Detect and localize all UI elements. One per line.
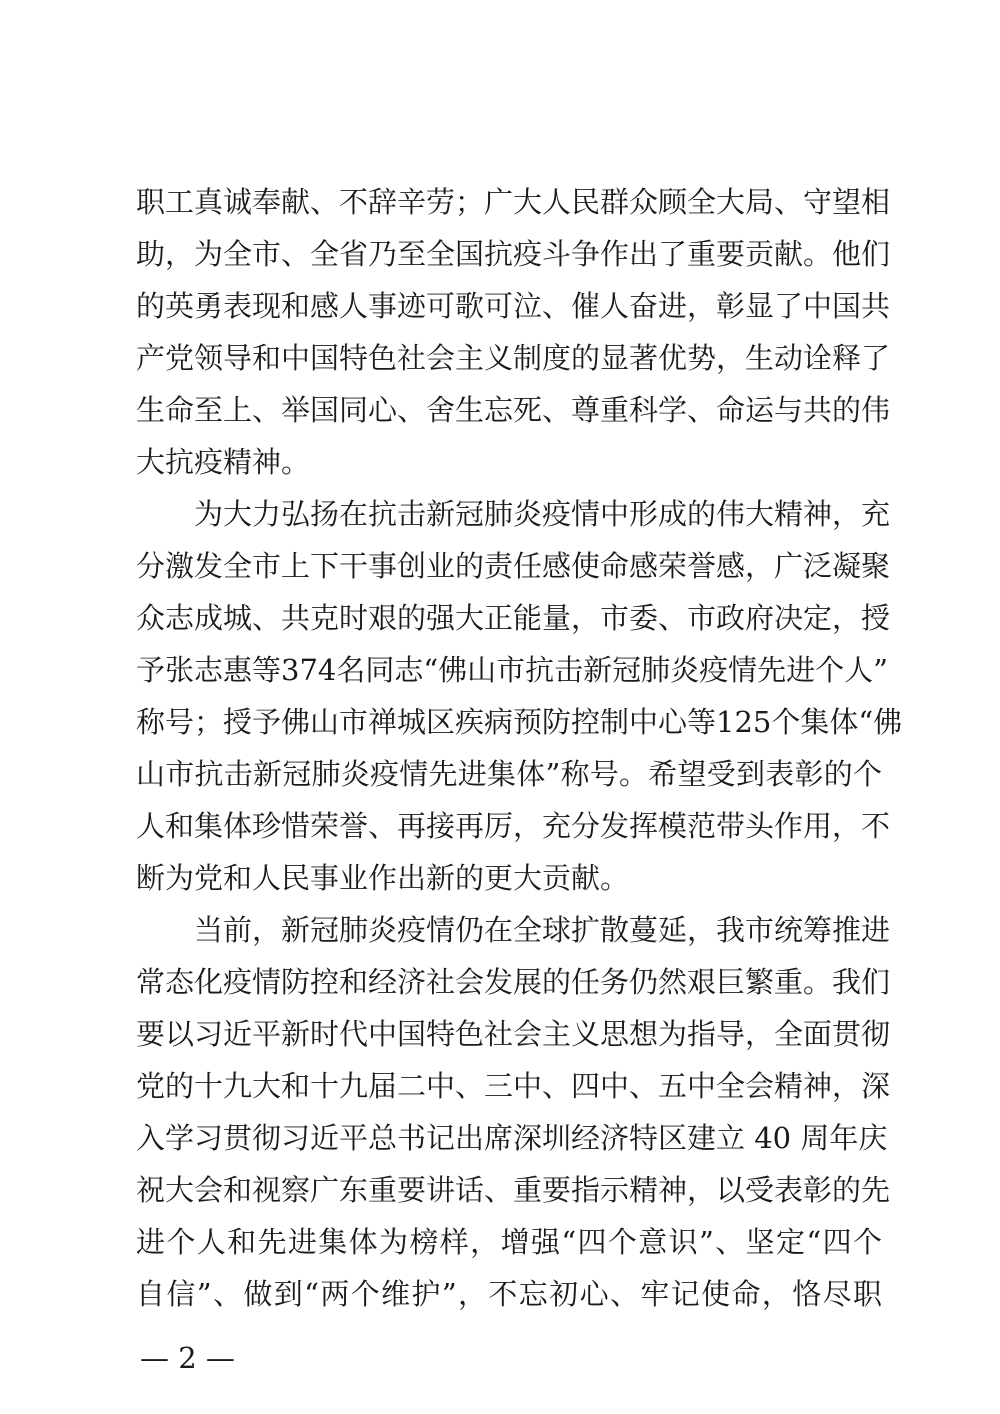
text-line: 分激发全市上下干事创业的责任感使命感荣誉感，广泛凝聚	[136, 549, 891, 583]
text-line: 自信”、做到“两个维护”，不忘初心、牢记使命，恪尽职	[136, 1277, 882, 1311]
text-line: 进个人和先进集体为榜样，增强“四个意识”、坚定“四个	[136, 1225, 882, 1259]
text-line: 党的十九大和十九届二中、三中、四中、五中全会精神，深	[136, 1069, 891, 1103]
text-line: 称号；授予佛山市禅城区疾病预防控制中心等125个集体“佛	[136, 705, 903, 739]
text-line: 常态化疫情防控和经济社会发展的任务仍然艰巨繁重。我们	[136, 965, 891, 999]
paragraph-first-line: 当前，新冠肺炎疫情仍在全球扩散蔓延，我市统筹推进	[194, 913, 891, 947]
page-number: — 2 —	[140, 1341, 235, 1375]
text-line: 予张志惠等374名同志“佛山市抗击新冠肺炎疫情先进个人”	[136, 653, 889, 687]
text-line: 人和集体珍惜荣誉、再接再厉，充分发挥模范带头作用，不	[136, 809, 891, 843]
text-line: 断为党和人民事业作出新的更大贡献。	[136, 861, 630, 895]
text-line: 生命至上、举国同心、舍生忘死、尊重科学、命运与共的伟	[136, 393, 891, 427]
text-line: 要以习近平新时代中国特色社会主义思想为指导，全面贯彻	[136, 1017, 891, 1051]
text-line: 大抗疫精神。	[136, 445, 311, 479]
text-line: 入学习贯彻习近平总书记出席深圳经济特区建立 40 周年庆	[136, 1121, 888, 1155]
text-line: 山市抗击新冠肺炎疫情先进集体”称号。希望受到表彰的个	[136, 757, 882, 791]
text-line: 祝大会和视察广东重要讲话、重要指示精神，以受表彰的先	[136, 1173, 891, 1207]
text-line: 助，为全市、全省乃至全国抗疫斗争作出了重要贡献。他们	[136, 237, 891, 271]
text-line: 的英勇表现和感人事迹可歌可泣、催人奋进，彰显了中国共	[136, 289, 891, 323]
text-line: 职工真诚奉献、不辞辛劳；广大人民群众顾全大局、守望相	[136, 185, 891, 219]
text-line: 众志成城、共克时艰的强大正能量，市委、市政府决定，授	[136, 601, 891, 635]
text-line: 产党领导和中国特色社会主义制度的显著优势，生动诠释了	[136, 341, 891, 375]
paragraph-first-line: 为大力弘扬在抗击新冠肺炎疫情中形成的伟大精神，充	[194, 497, 891, 531]
